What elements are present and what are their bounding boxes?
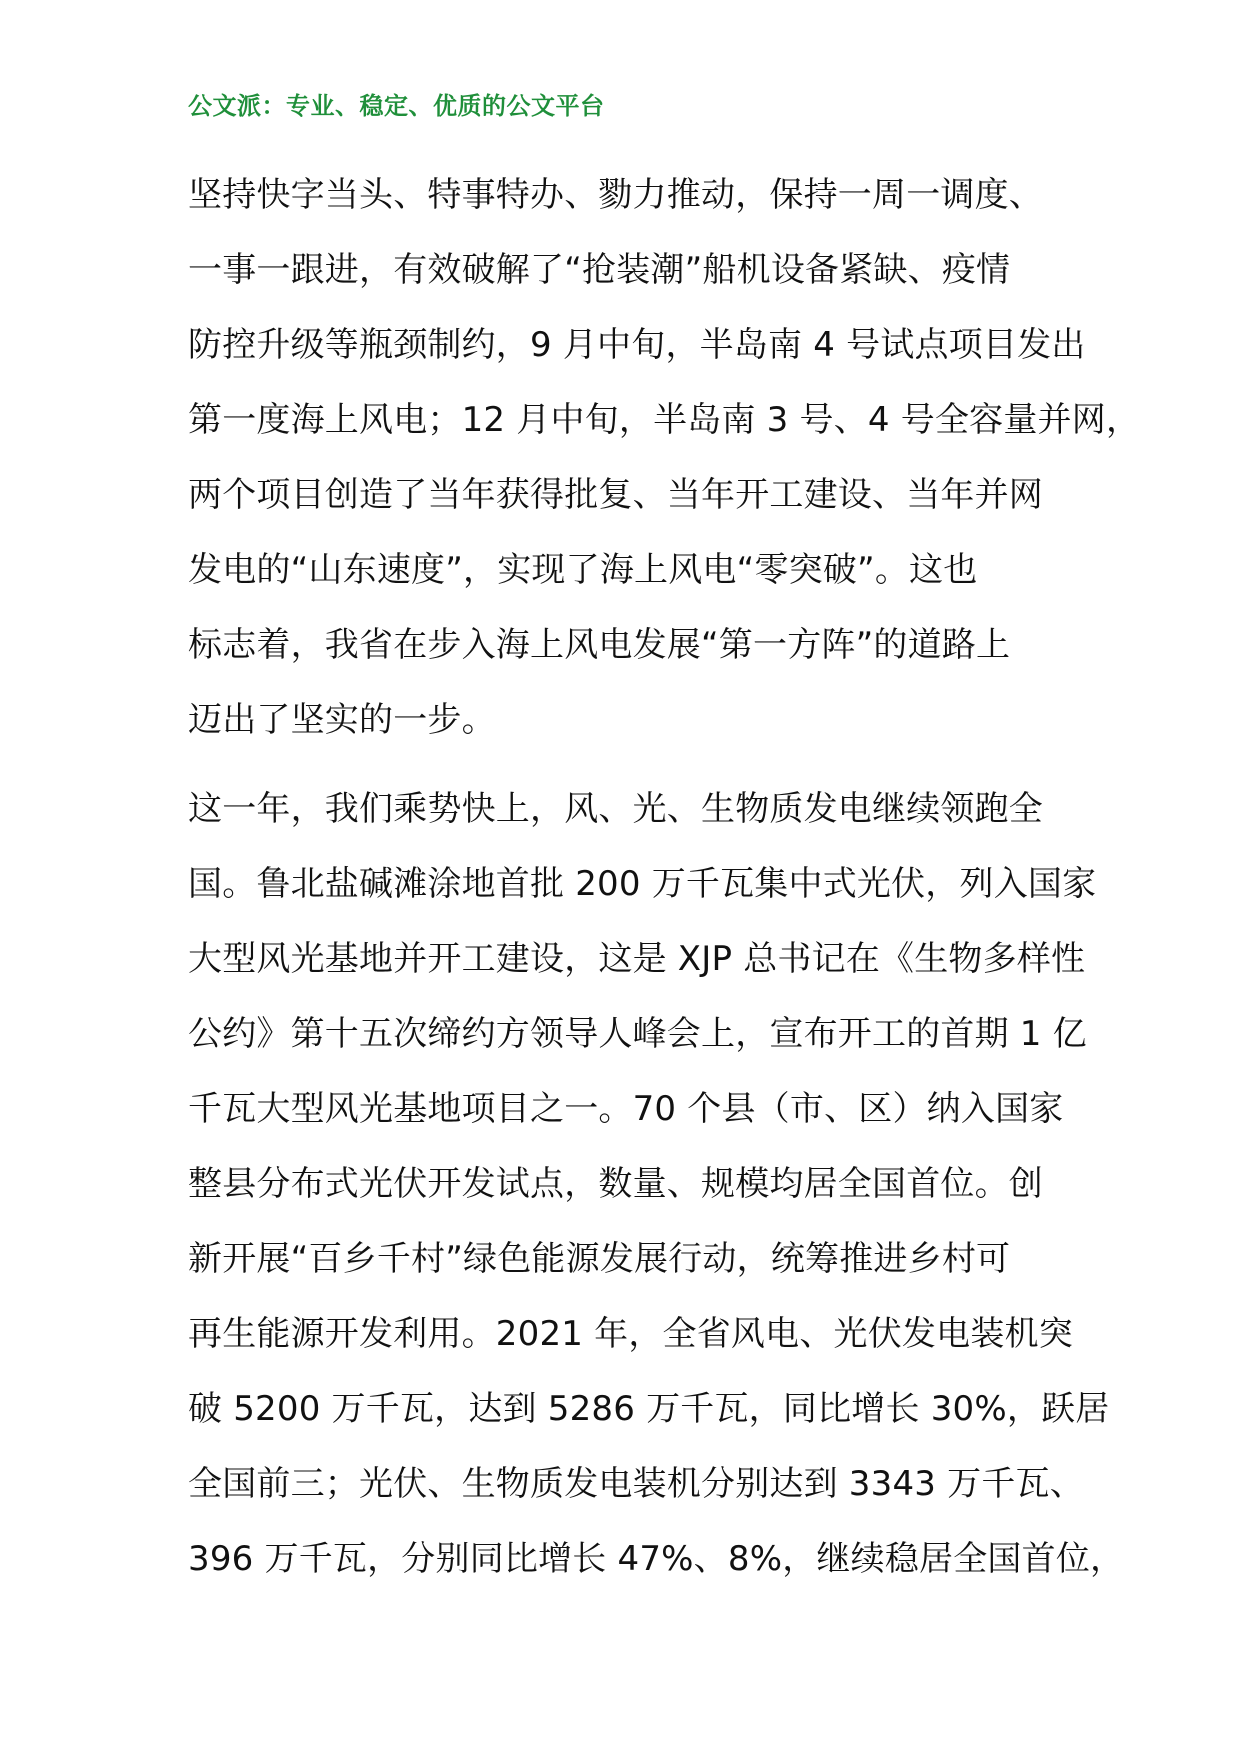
paragraph-line: 公约》第十五次缔约方领导人峰会上，宣布开工的首期 1 亿 [188, 1014, 1087, 1054]
paragraph-line: 标志着，我省在步入海上风电发展“第一方阵”的道路上 [188, 625, 1011, 665]
paragraph-2 [188, 772, 1125, 1597]
page-header-title: 公文派：专业、稳定、优质的公文平台 [188, 92, 605, 120]
paragraph-1 [188, 158, 1141, 758]
paragraph-line: 全国前三；光伏、生物质发电装机分别达到 3343 万千瓦、 [188, 1464, 1084, 1504]
paragraph-line: 两个项目创造了当年获得批复、当年开工建设、当年并网 [188, 475, 1043, 515]
paragraph-line: 这一年，我们乘势快上，风、光、生物质发电继续领跑全 [188, 789, 1043, 829]
paragraph-line: 大型风光基地并开工建设，这是 XJP 总书记在《生物多样性 [188, 939, 1086, 979]
paragraph-line: 破 5200 万千瓦，达到 5286 万千瓦，同比增长 30%，跃居 [188, 1389, 1110, 1429]
paragraph-line: 防控升级等瓶颈制约，9 月中旬，半岛南 4 号试点项目发出 [188, 325, 1086, 365]
paragraph-line: 396 万千瓦，分别同比增长 47%、8%，继续稳居全国首位， [188, 1539, 1125, 1579]
paragraph-line: 坚持快字当头、特事特办、勠力推动，保持一周一调度、 [188, 175, 1043, 215]
paragraph-line: 千瓦大型风光基地项目之一。70 个县（市、区）纳入国家 [188, 1089, 1064, 1129]
paragraph-line: 迈出了坚实的一步。 [188, 700, 496, 740]
paragraph-line: 新开展“百乡千村”绿色能源发展行动，统筹推进乡村可 [188, 1239, 1011, 1279]
paragraph-line: 再生能源开发利用。2021 年，全省风电、光伏发电装机突 [188, 1314, 1073, 1354]
paragraph-line: 整县分布式光伏开发试点，数量、规模均居全国首位。创 [188, 1164, 1043, 1204]
paragraph-line: 国。鲁北盐碱滩涂地首批 200 万千瓦集中式光伏，列入国家 [188, 864, 1097, 904]
paragraph-line: 发电的“山东速度”，实现了海上风电“零突破”。这也 [188, 550, 978, 590]
paragraph-line: 一事一跟进，有效破解了“抢装潮”船机设备紧缺、疫情 [188, 250, 1011, 290]
paragraph-line: 第一度海上风电；12 月中旬，半岛南 3 号、4 号全容量并网， [188, 400, 1141, 440]
